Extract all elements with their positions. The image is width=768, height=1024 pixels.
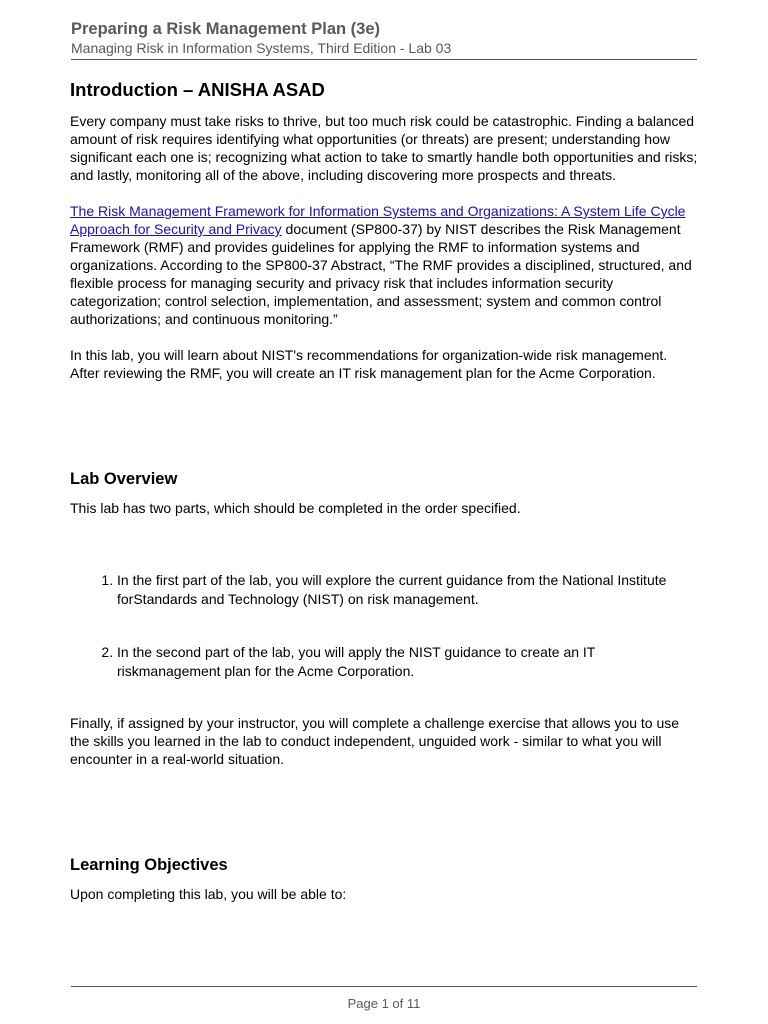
introduction-heading: Introduction – ANISHA ASAD [70, 79, 325, 100]
introduction-paragraph-3: In this lab, you will learn about NIST's recommendations for organization-wide risk management. After reviewing the RMF, you will create an IT risk management plan for the Acme Corporation. [70, 347, 668, 381]
lab-overview-closing: Finally, if assigned by your instructor, you will complete a challenge exercise that allows you to use the skills you learned in the lab to conduct independent, unguided work - similar to what you will encounter in a real-world situation. [70, 715, 680, 767]
document-subtitle: Managing Risk in Information Systems, Third Edition - Lab 03 [71, 40, 452, 56]
learning-objectives-heading: Learning Objectives [70, 856, 228, 874]
document-body [70, 78, 698, 903]
list-item: 1. In the first part of the lab, you will explore the current guidance from the National Institute forStandards and Technology (NIST) on risk management. [117, 571, 698, 608]
page-footer [71, 986, 697, 1011]
introduction-paragraph-2 [70, 202, 698, 328]
introduction-paragraph-2-text: document (SP800-37) by NIST describes the Risk Management Framework (RMF) and provides guidelines for applying the RMF to information systems and organizations. According to the SP800-37 Abstract, “The RMF provides a disciplined, structured, and flexible process for managing security and privacy risk that includes information security categorization; control selection, implementation, and assessment; system and common control authorizations; and continuous monitoring.” [70, 221, 692, 327]
lab-overview-heading: Lab Overview [70, 470, 178, 488]
list-item: 2. In the second part of the lab, you will apply the NIST guidance to create an IT riskmanagement plan for the Acme Corporation. [117, 643, 698, 680]
learning-objectives-intro: Upon completing this lab, you will be able to: [70, 886, 347, 902]
page-header [71, 19, 697, 60]
introduction-paragraph-1: Every company must take risks to thrive, but too much risk could be catastrophic. Finding a balanced amount of risk requires identifying what opportunities (or threats) are present; understanding how significant each one is; recognizing what action to take to smartly handle both opportunities and risks; and lastly, monitoring all of the above, including discovering more prospects and threats. [70, 113, 698, 183]
page-number: Page 1 of 11 [347, 996, 421, 1011]
lab-parts-list [70, 571, 698, 680]
document-title: Preparing a Risk Management Plan (3e) [71, 20, 381, 38]
lab-overview-intro: This lab has two parts, which should be completed in the order specified. [70, 500, 521, 516]
nist-rmf-link[interactable]: The Risk Management Framework for Information Systems and Organizations: A System Life Cycle Approach for Security and Privacy [70, 203, 686, 237]
